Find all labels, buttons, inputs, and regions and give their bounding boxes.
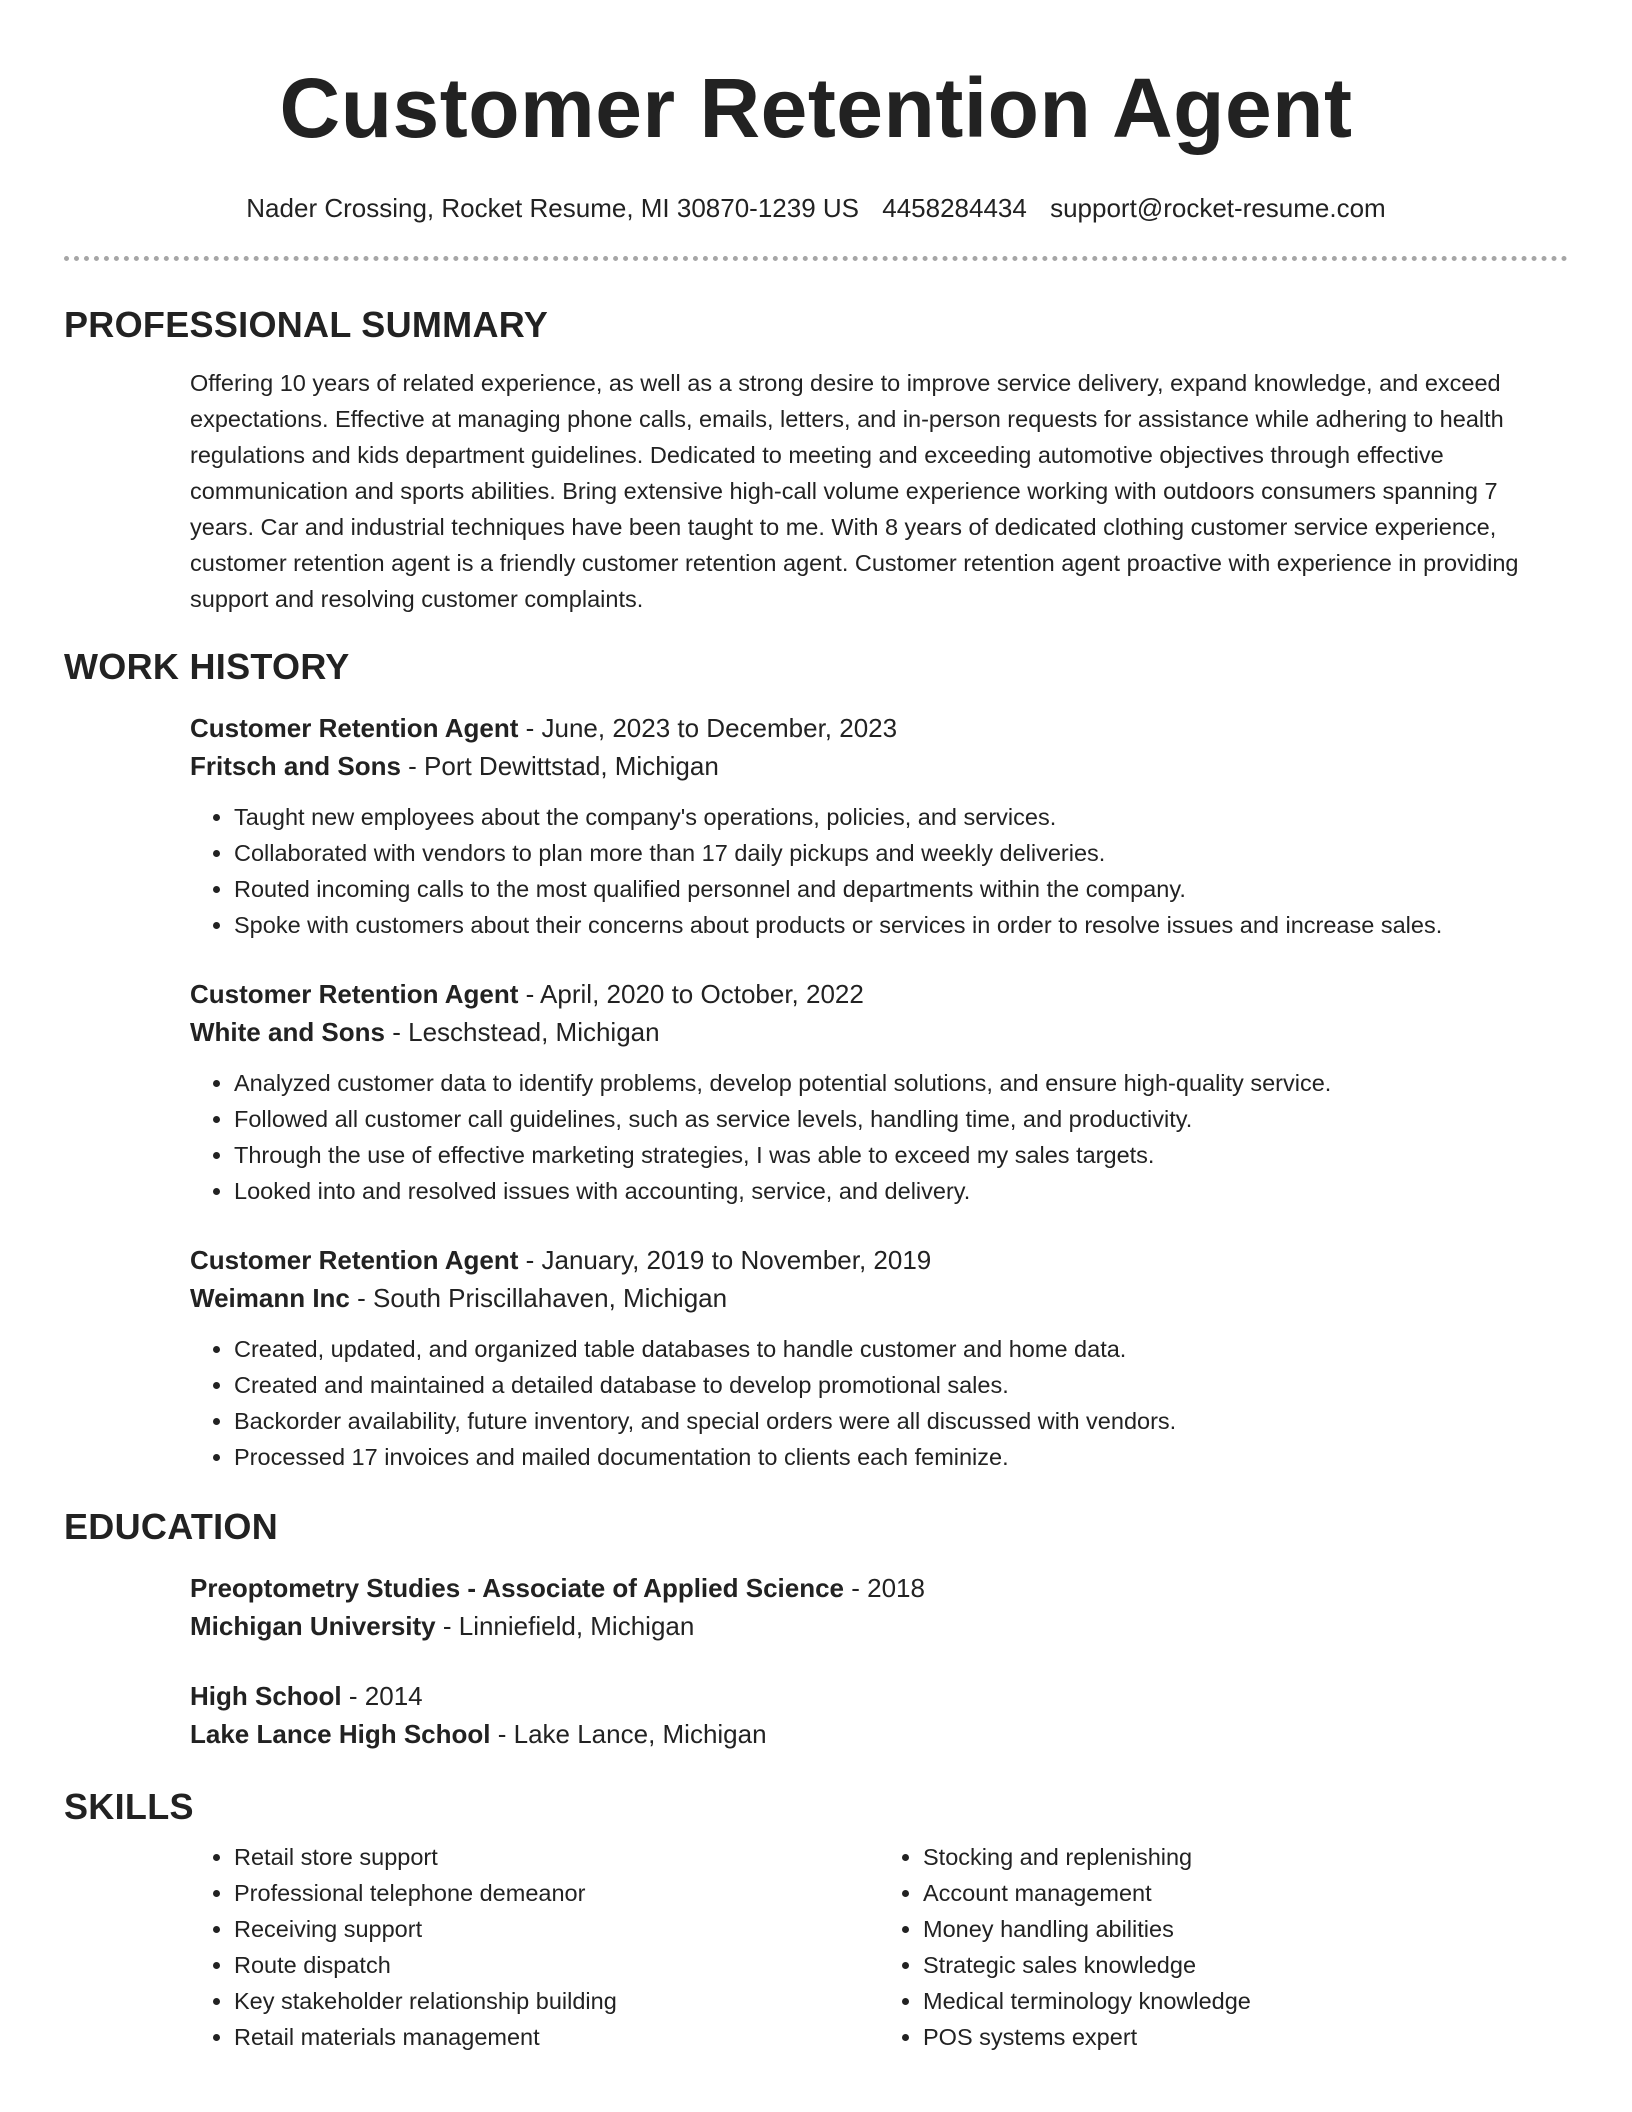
degree-year: - 2018 bbox=[844, 1573, 925, 1603]
summary-text: Offering 10 years of related experience, as well as a strong desire to improve service delivery, expand knowledge, and exceed expectations. Effective at managing phone calls, emails, letters, and in-person requests for assistance while adhering to health regulations and kids department guidelines. Dedicated to meeting and exceeding automotive objectives through effective communication and sports abilities. Bring extensive high-call volume experience working with outdoors consumers spanning 7 years. Car and industrial techniques have been taught to me. With 8 years of dedicated clothing customer service experience, customer retention agent is a friendly customer retention agent. Customer retention agent proactive with experience in providing support and resolving customer complaints. bbox=[190, 370, 1519, 612]
job-bullets bbox=[190, 1065, 1568, 1209]
school-location: - Lake Lance, Michigan bbox=[490, 1719, 767, 1749]
list-item: • Collaborated with vendors to plan more than 17 daily pickups and weekly deliveries. bbox=[234, 835, 1568, 871]
education-entry bbox=[190, 1569, 1568, 1645]
skill-item: • Route dispatch bbox=[234, 1947, 879, 1983]
list-item: • Routed incoming calls to the most qualified personnel and departments within the company. bbox=[234, 871, 1568, 907]
list-item: • Created, updated, and organized table databases to handle customer and home data. bbox=[234, 1331, 1568, 1367]
degree-name: Preoptometry Studies - Associate of Applied Science bbox=[190, 1573, 845, 1603]
job-dates: - April, 2020 to October, 2022 bbox=[518, 979, 864, 1009]
list-item: • Spoke with customers about their concerns about products or services in order to resolve issues and increase sales. bbox=[234, 907, 1568, 943]
job-company: Fritsch and Sons bbox=[190, 751, 401, 781]
contact-email: support@rocket-resume.com bbox=[1050, 193, 1386, 223]
job-company: Weimann Inc bbox=[190, 1283, 350, 1313]
contact-address: Nader Crossing, Rocket Resume, MI 30870-1239 US bbox=[246, 193, 860, 223]
skills-section bbox=[64, 1839, 1568, 2055]
job-company: White and Sons bbox=[190, 1017, 385, 1047]
job-dates: - January, 2019 to November, 2019 bbox=[518, 1245, 932, 1275]
job-role: Customer Retention Agent bbox=[190, 713, 519, 743]
job-entry bbox=[190, 709, 1568, 943]
list-item: • Backorder availability, future inventory, and special orders were all discussed with vendors. bbox=[234, 1403, 1568, 1439]
job-role: Customer Retention Agent bbox=[190, 1245, 519, 1275]
skill-item: • Professional telephone demeanor bbox=[234, 1875, 879, 1911]
contact-phone: 4458284434 bbox=[882, 193, 1027, 223]
list-item: • Followed all customer call guidelines, such as service levels, handling time, and productivity. bbox=[234, 1101, 1568, 1137]
job-title-line bbox=[190, 1241, 1568, 1279]
degree-line bbox=[190, 1677, 1568, 1715]
school-name: Lake Lance High School bbox=[190, 1719, 491, 1749]
job-title-line bbox=[190, 709, 1568, 747]
work-history-heading: WORK HISTORY bbox=[64, 646, 350, 687]
skill-item: • Retail materials management bbox=[234, 2019, 879, 2055]
job-bullets bbox=[190, 799, 1568, 943]
skill-item: • Strategic sales knowledge bbox=[923, 1947, 1568, 1983]
job-bullets bbox=[190, 1331, 1568, 1475]
skill-item: • POS systems expert bbox=[923, 2019, 1568, 2055]
education-section bbox=[64, 1569, 1568, 1753]
degree-line bbox=[190, 1569, 1568, 1607]
list-item: • Created and maintained a detailed database to develop promotional sales. bbox=[234, 1367, 1568, 1403]
skills-list-left bbox=[190, 1839, 879, 2055]
degree-name: High School bbox=[190, 1681, 342, 1711]
list-item: • Through the use of effective marketing strategies, I was able to exceed my sales targets. bbox=[234, 1137, 1568, 1173]
job-location: - Leschstead, Michigan bbox=[385, 1017, 660, 1047]
candidate-name: Customer Retention Agent bbox=[279, 61, 1353, 155]
list-item: • Processed 17 invoices and mailed documentation to clients each feminize. bbox=[234, 1439, 1568, 1475]
skill-item: • Medical terminology knowledge bbox=[923, 1983, 1568, 2019]
job-entry bbox=[190, 1241, 1568, 1475]
skills-heading: SKILLS bbox=[64, 1786, 194, 1827]
job-company-line bbox=[190, 747, 1568, 785]
job-dates: - June, 2023 to December, 2023 bbox=[518, 713, 898, 743]
job-location: - South Priscillahaven, Michigan bbox=[349, 1283, 728, 1313]
skill-item: • Stocking and replenishing bbox=[923, 1839, 1568, 1875]
skill-item: • Account management bbox=[923, 1875, 1568, 1911]
job-company-line bbox=[190, 1013, 1568, 1051]
contact-line bbox=[64, 192, 1568, 224]
education-heading: EDUCATION bbox=[64, 1506, 279, 1547]
school-line bbox=[190, 1607, 1568, 1645]
job-title-line bbox=[190, 975, 1568, 1013]
job-location: - Port Dewittstad, Michigan bbox=[400, 751, 719, 781]
header-divider bbox=[64, 256, 1568, 261]
job-entry bbox=[190, 975, 1568, 1209]
list-item: • Taught new employees about the company's operations, policies, and services. bbox=[234, 799, 1568, 835]
education-entry bbox=[190, 1677, 1568, 1753]
degree-year: - 2014 bbox=[341, 1681, 423, 1711]
summary-heading: PROFESSIONAL SUMMARY bbox=[64, 304, 549, 345]
job-role: Customer Retention Agent bbox=[190, 979, 519, 1009]
work-history-section bbox=[64, 709, 1568, 1475]
skill-item: • Retail store support bbox=[234, 1839, 879, 1875]
summary-section bbox=[64, 365, 1568, 617]
skill-item: • Money handling abilities bbox=[923, 1911, 1568, 1947]
list-item: • Looked into and resolved issues with accounting, service, and delivery. bbox=[234, 1173, 1568, 1209]
school-line bbox=[190, 1715, 1568, 1753]
skill-item: • Key stakeholder relationship building bbox=[234, 1983, 879, 2019]
school-location: - Linniefield, Michigan bbox=[435, 1611, 695, 1641]
school-name: Michigan University bbox=[190, 1611, 436, 1641]
job-company-line bbox=[190, 1279, 1568, 1317]
skill-item: • Receiving support bbox=[234, 1911, 879, 1947]
skills-list-right bbox=[879, 1839, 1568, 2055]
list-item: • Analyzed customer data to identify problems, develop potential solutions, and ensure high-quality service. bbox=[234, 1065, 1568, 1101]
